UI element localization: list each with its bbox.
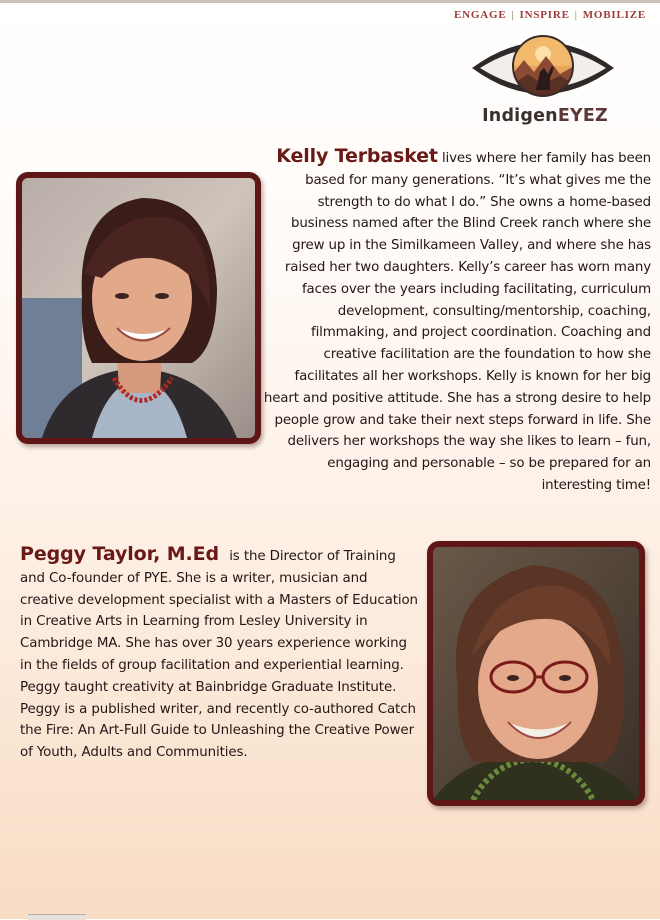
kelly-portrait-image [22,178,255,438]
logo-wordmark [440,106,650,126]
top-border [0,0,660,3]
kelly-photo [22,178,255,438]
kelly-photo-frame [16,172,261,444]
peggy-photo-frame [427,541,645,806]
indigeneyez-logo [440,26,650,134]
tagline [454,9,646,21]
tagline-separator: | [574,9,578,21]
peggy-portrait-image [433,547,639,800]
tagline-engage: ENGAGE [454,9,507,21]
logo-text-indigen: Indigen [482,106,558,126]
peggy-bio [20,544,420,764]
logo-text-eyez: EYEZ [557,106,608,126]
eye-logo-icon [468,28,618,108]
peggy-photo [433,547,639,800]
tagline-inspire: INSPIRE [519,9,570,21]
tagline-separator: | [511,9,515,21]
tagline-mobilize: MOBILIZE [582,9,646,21]
kelly-bio-text: lives where her family has been based for many generations. “It’s what gives me the strength to do what I do.” She owns a home-based business named after the Blind Creek ranch where she grew up in the Similkameen Valley, and where she has raised her two daughters. Kelly’s career has worn many faces over the years including facilitating, curriculum development, consulting/mentorship, coaching, filmmaking, and project coordination. Coaching and creative facilitation are the foundation to how she facilitates all her workshops. Kelly is known for her big heart and positive attitude. She has a strong desire to help people grow and take their next steps forward in life. She delivers her workshops the way she likes to learn – fun, engaging and personable – so be prepared for an interesting time! [263,151,651,493]
kelly-name: Kelly Terbasket [276,145,438,167]
kelly-bio [262,146,651,497]
bottom-scroll-stub [28,914,86,920]
peggy-bio-text: is the Director of Training and Co-founder of PYE. She is a writer, musician and creative development specialist with a Masters of Education in Creative Arts in Learning from Lesley University in Cambridge MA. She has over 30 years experience working in the fields of group facilitation and experiential learning. Peggy taught creativity at Bainbridge Graduate Institute. Peggy is a published writer, and recently co-authored Catch the Fire: An Art-Full Guide to Unleashing the Creative Power of Youth, Adults and Communities. [20,549,418,761]
peggy-name: Peggy Taylor, M.Ed [20,543,220,565]
